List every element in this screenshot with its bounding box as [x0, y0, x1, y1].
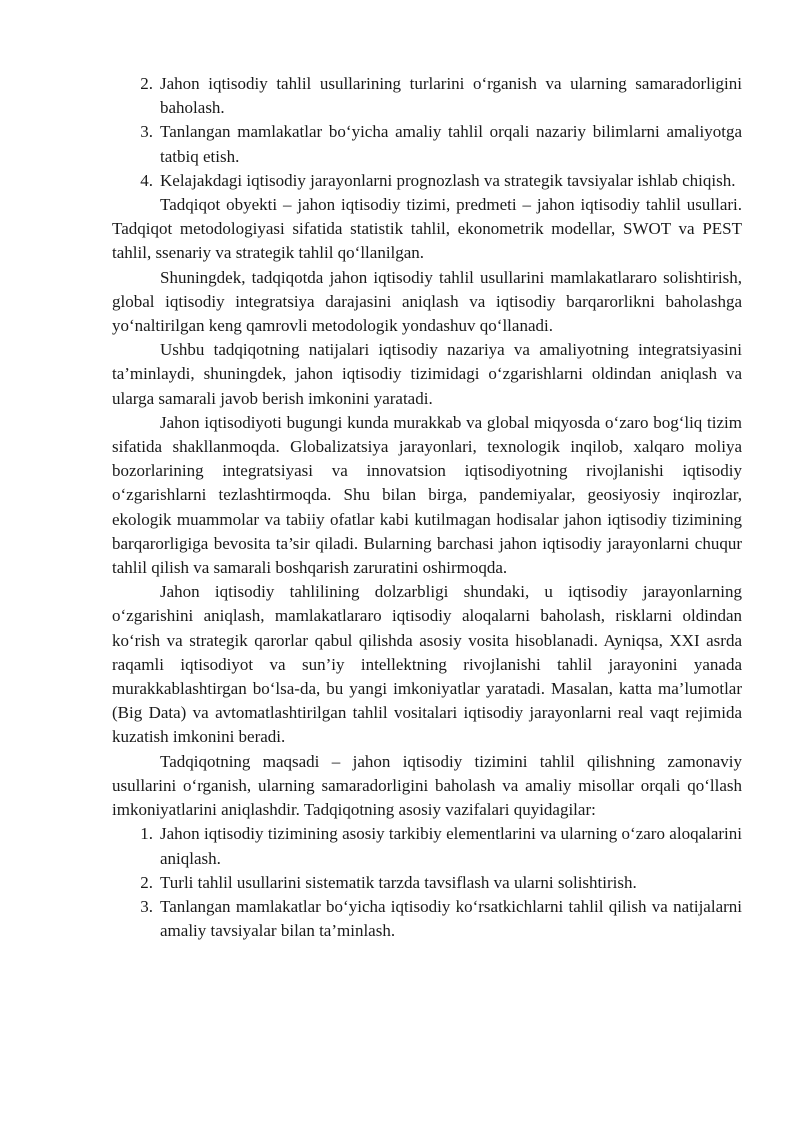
paragraph-global-economy: Jahon iqtisodiyoti bugungi kunda murakkab va global miqyosda o‘zaro bog‘liq tizim sifatida shakllanmoqda. Globalizatsiya jarayonlari, texnologik inqilob, xalqaro moliya bozorlarining integratsiyasi va innovatsion iqtisodiyotning rivojlanishi iqtisodiy o‘zgarishlarni tezlashtirmoqda. Shu bilan birga, pandemiyalar, geosiyosiy inqirozlar, ekologik muammolar va tabiiy ofatlar kabi kutilmagan hodisalar jahon iqtisodiy tizimining barqarorligiga bevosita ta’sir qiladi. Bularning barchasi jahon iqtisodiy jarayonlarni chuqur tahlil qilish va samarali boshqarish zaruratini oshirmoqda.	[112, 412, 742, 578]
task-list-top	[112, 72, 742, 193]
list-number: 1.	[140, 824, 153, 844]
list-text: Tanlangan mamlakatlar bo‘yicha iqtisodiy ko‘rsatkichlarni tahlil qilish va natijalarni amaliy tavsiyalar bilan ta’minlash.	[160, 896, 742, 941]
paragraph-object-methodology: Tadqiqot obyekti – jahon iqtisodiy tizimi, predmeti – jahon iqtisodiy tahlil usullari. Tadqiqot metodologiyasi sifatida statistik tahlil, ekonometrik modellar, SWOT va PEST tahlil, ssenariy va strategik tahlil qo‘llanilgan.	[112, 195, 742, 263]
list-number: 2.	[140, 872, 153, 892]
list-number: 3.	[140, 896, 153, 916]
list-item	[112, 72, 742, 120]
list-number: 2.	[140, 74, 153, 93]
list-item	[112, 871, 742, 895]
paragraph-relevance: Jahon iqtisodiy tahlilining dolzarbligi shundaki, u iqtisodiy jarayonlarning o‘zgarishini aniqlash, mamlakatlararo iqtisodiy aloqalarni baholash, risklarni oldindan ko‘rish va strategik qarorlar qabul qilishda asosiy vosita hisoblanadi. Ayniqsa, XXI asrda raqamli iqtisodiyot va sun’iy intellektning rivojlanishi tahlil jarayonini yanada murakkablashtirgan bo‘lsa-da, bu yangi imkoniyatlar yaratadi. Masalan, katta ma’lumotlar (Big Data) va avtomatlashtirilgan tahlil vositalari iqtisodiy jarayonlarni real vaqt rejimida kuzatish imkonini beradi.	[112, 582, 742, 747]
list-text: Kelajakdagi iqtisodiy jarayonlarni prognozlash va strategik tavsiyalar ishlab chiqish.	[160, 170, 736, 190]
list-text: Turli tahlil usullarini sistematik tarzda tavsiflash va ularni solishtirish.	[160, 872, 637, 892]
paragraph-comparative-approach: Shuningdek, tadqiqotda jahon iqtisodiy tahlil usullarini mamlakatlararo solishtirish, global iqtisodiy integratsiya darajasini aniqlash va iqtisodiy barqarorlikni baholashga yo‘naltirilgan keng qamrovli metodologik yondashuv qo‘llanadi.	[112, 267, 742, 336]
list-item	[112, 169, 742, 193]
list-item	[112, 120, 742, 168]
document-page	[112, 72, 742, 943]
list-number: 3.	[140, 122, 153, 142]
task-list-bottom	[112, 822, 742, 943]
list-item	[112, 895, 742, 943]
list-number: 4.	[140, 170, 153, 190]
list-text: Tanlangan mamlakatlar bo‘yicha amaliy tahlil orqali nazariy bilimlarni amaliyotga tatbiq etish.	[160, 122, 742, 166]
paragraph-research-goal: Tadqiqotning maqsadi – jahon iqtisodiy tizimini tahlil qilishning zamonaviy usullarini o‘rganish, ularning samaradorligini baholash va amaliy misollar orqali qo‘llash imkoniyatlarini aniqlashdir. Tadqiqotning asosiy vazifalari quyidagilar:	[112, 751, 742, 820]
list-item	[112, 822, 742, 870]
paragraph-results-integration: Ushbu tadqiqotning natijalari iqtisodiy nazariya va amaliyotning integratsiyasini ta’minlaydi, shuningdek, jahon iqtisodiy tizimidagi o‘zgarishlarni oldindan aniqlash va ularga samarali javob berish imkonini yaratadi.	[112, 340, 742, 408]
list-text: Jahon iqtisodiy tahlil usullarining turlarini o‘rganish va ularning samaradorligini baholash.	[160, 74, 742, 118]
list-text: Jahon iqtisodiy tizimining asosiy tarkibiy elementlarini va ularning o‘zaro aloqalarini aniqlash.	[160, 824, 742, 868]
